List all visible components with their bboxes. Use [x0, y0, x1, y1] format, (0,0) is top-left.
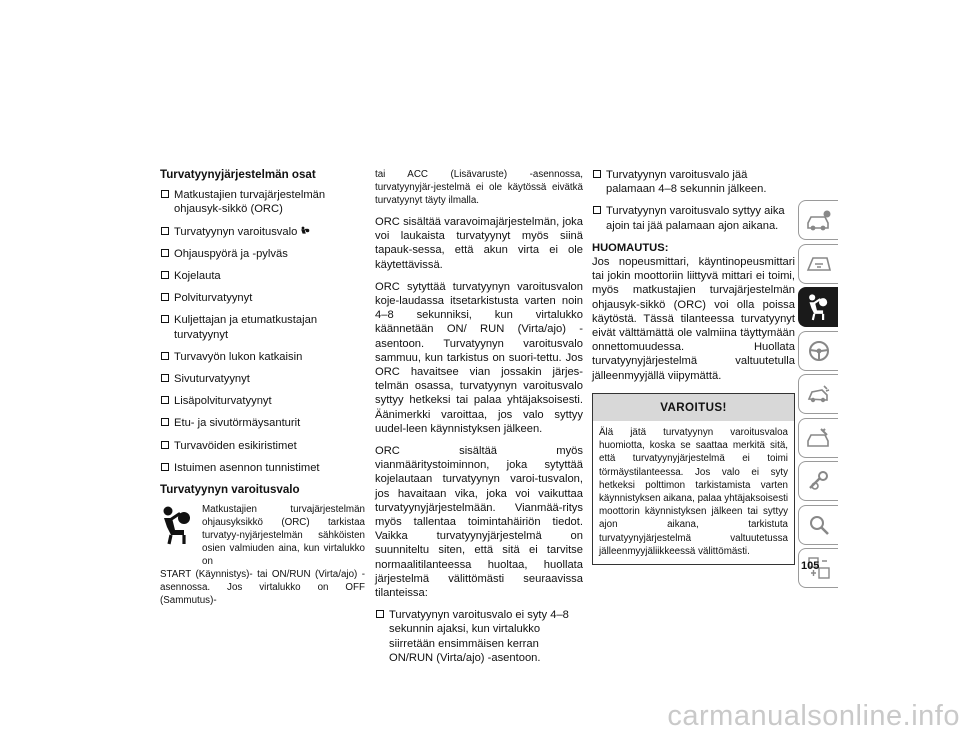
checkbox-bullet-icon — [593, 170, 601, 178]
checkbox-bullet-icon — [161, 271, 169, 279]
warning-box — [592, 393, 795, 565]
tab-driving[interactable] — [798, 331, 838, 371]
list-item: Kojelauta — [160, 269, 365, 283]
checkbox-bullet-icon — [161, 227, 169, 235]
steering-wheel-icon — [805, 338, 833, 364]
paragraph-continued: tai ACC (Lisävaruste) -asennossa, turvatyynyjär-jestelmä ei ole käytössä eivätkä turvatyynyt täyty ilmalla. — [375, 169, 583, 206]
list-item: Etu- ja sivutörmäysanturit — [160, 416, 365, 430]
warning-light-text-side: Matkustajien turvajärjestelmän ohjausyksikkö (ORC) tarkistaa turvatyy-nyjärjestelmän sähköisten osien valmiuden aina, kun virtalukko on — [202, 504, 365, 568]
tab-safety[interactable] — [798, 287, 838, 327]
checkbox-bullet-icon — [161, 374, 169, 382]
checkbox-bullet-icon — [161, 315, 169, 323]
paragraph-1: ORC sisältää varavoimajärjestelmän, joka voi laukaista turvatyynyt myös siinä tapauk-sessa, että akun virta ei ole käytettävissä. — [375, 216, 583, 271]
list-item: Polviturvatyynyt — [160, 291, 365, 305]
chapter-tabs — [798, 200, 838, 592]
list-item: Sivuturvatyynyt — [160, 372, 365, 386]
checkbox-bullet-icon — [376, 610, 384, 618]
tab-service[interactable] — [798, 418, 838, 458]
watermark: carmanualsonline.info — [667, 700, 960, 732]
column-3 — [592, 168, 795, 565]
magnifier-icon — [805, 513, 833, 537]
checkbox-bullet-icon — [161, 190, 169, 198]
dashboard-icon — [805, 252, 833, 276]
tab-specs[interactable] — [798, 461, 838, 501]
component-list — [160, 188, 365, 475]
checkbox-bullet-icon — [161, 249, 169, 257]
list-item: Matkustajien turvajärjestelmän ohjausyk-sikkö (ORC) — [160, 188, 365, 216]
checkbox-bullet-icon — [161, 441, 169, 449]
checkbox-bullet-icon — [161, 463, 169, 471]
warning-light-description — [160, 503, 365, 568]
condition-list — [375, 608, 583, 665]
column-1 — [160, 168, 365, 615]
note-title: HUOMAUTUS: — [592, 241, 669, 254]
airbag-warning-light-icon — [160, 503, 196, 547]
checkbox-bullet-icon — [161, 293, 169, 301]
list-item: Turvatyynyn varoitusvalo — [160, 225, 365, 239]
checkbox-bullet-icon — [593, 206, 601, 214]
car-crash-icon — [805, 382, 833, 406]
list-item: Ohjauspyörä ja -pylväs — [160, 247, 365, 261]
paragraph-3: ORC sisältää myös vianmääritystoiminnon, joka sytyttää kojelautaan turvatyynyn varoi-tusvalon, jos havaitaan vika, joka voi vaikuttaa turvatyynyjärjestelmään. Vianmää-ritys myös tallentaa toimintahäiriön tiedot. Vaikka turvatyynyjärjestelmä on suunniteltu siten, että sitä ei tarvitse normaalitilanteessa huoltaa, huollata järjestelmä välittömästi seuraavissa tilanteissa: — [375, 445, 583, 600]
warning-light-text-full: START (Käynnistys)- tai ON/RUN (Virta/ajo) -asennossa. Jos virtalukko on OFF (Sammutus)- — [160, 569, 365, 607]
condition-list-continued — [592, 168, 795, 233]
tab-car-info[interactable] — [798, 200, 838, 240]
subheading-warning-light: Turvatyynyn varoitusvalo — [160, 483, 300, 497]
list-item: Istuimen asennon tunnistimet — [160, 461, 365, 475]
list-item: Turvatyynyn varoitusvalo ei syty 4–8 sekunnin ajaksi, kun virtalukko siirretään ensimmäisen kerran ON/RUN (Virta/ajo) -asentoon. — [375, 608, 583, 665]
checkbox-bullet-icon — [161, 396, 169, 404]
section-heading: Turvatyynyjärjestelmän osat — [160, 168, 316, 181]
list-item: Turvatyynyn varoitusvalo syttyy aika ajoin tai jää palamaan ajon aikana. — [592, 204, 795, 232]
warning-text: Älä jätä turvatyynyn varoitusvaloa huomiotta, koska se saattaa merkitä sitä, että turvatyynyjärjestelmä ei toimi törmäystilanteessa. Jos valo ei syty hetkeksi polttimon tarkistamista varten käynnistyksen aikana, palaa yhtäjaksoisesti moottorin käynnistyksen jälkeen tai syttyy ajon aikana, tarkistuta turvatyynyjärjestelmä valtuutetussa jälleenmyyjäliikkeessä välittömästi. — [599, 427, 788, 557]
checkbox-bullet-icon — [161, 352, 169, 360]
tab-emergency[interactable] — [798, 374, 838, 414]
tools-icon — [805, 469, 833, 493]
list-item: Turvatyynyn varoitusvalo jää palamaan 4–8 sekunnin jälkeen. — [592, 168, 795, 196]
list-item: Turvavöiden esikiristimet — [160, 439, 365, 453]
car-info-icon — [805, 208, 833, 232]
tab-search[interactable] — [798, 505, 838, 545]
list-item: Lisäpolviturvatyynyt — [160, 394, 365, 408]
tab-dashboard[interactable] — [798, 244, 838, 284]
airbag-warning-icon — [300, 226, 310, 236]
list-item: Kuljettajan ja etumatkustajan turvatyynyt — [160, 313, 365, 341]
note-text: Jos nopeusmittari, käyntinopeusmittari tai jokin moottoriin liittyvä mittari ei toimi, myös matkustajien turvajärjestelmän ohjausyk-sikkö (ORC) voi olla poissa käytöstä. Tässä tilanteessa turvatyynyt eivät välttämättä ole valmiina täyttymään onnettomuudessa. Huollata turvatyynyjärjestelmä valtuutetulla jälleenmyyjällä viipymättä. — [592, 256, 795, 382]
page-number: 105 — [801, 560, 820, 572]
car-service-icon — [805, 426, 833, 450]
list-item: Turvavyön lukon katkaisin — [160, 350, 365, 364]
checkbox-bullet-icon — [161, 418, 169, 426]
seated-occupant-airbag-icon — [804, 292, 834, 322]
column-2 — [375, 168, 583, 673]
warning-title: VAROITUS! — [593, 394, 794, 421]
paragraph-2: ORC sytyttää turvatyynyn varoitusvalon koje-laudassa itsetarkistusta varten noin 4–8 sekunniksi, kun virtalukko käännetään ON/ RUN (Virta/ajo) -asentoon. Turvatyynyn varoitusvalo sammuu, kun tarkistus on suori-tettu. Jos ORC havaitsee vian jossakin järjes-telmän osassa, turvatyynyn varoitusvalo syttyy hetkeksi tai palaa yhtäjaksoisesti. Äänimerkki varoittaa, jos valo syttyy uudel-leen käynnistyksen jälkeen. — [375, 280, 583, 435]
